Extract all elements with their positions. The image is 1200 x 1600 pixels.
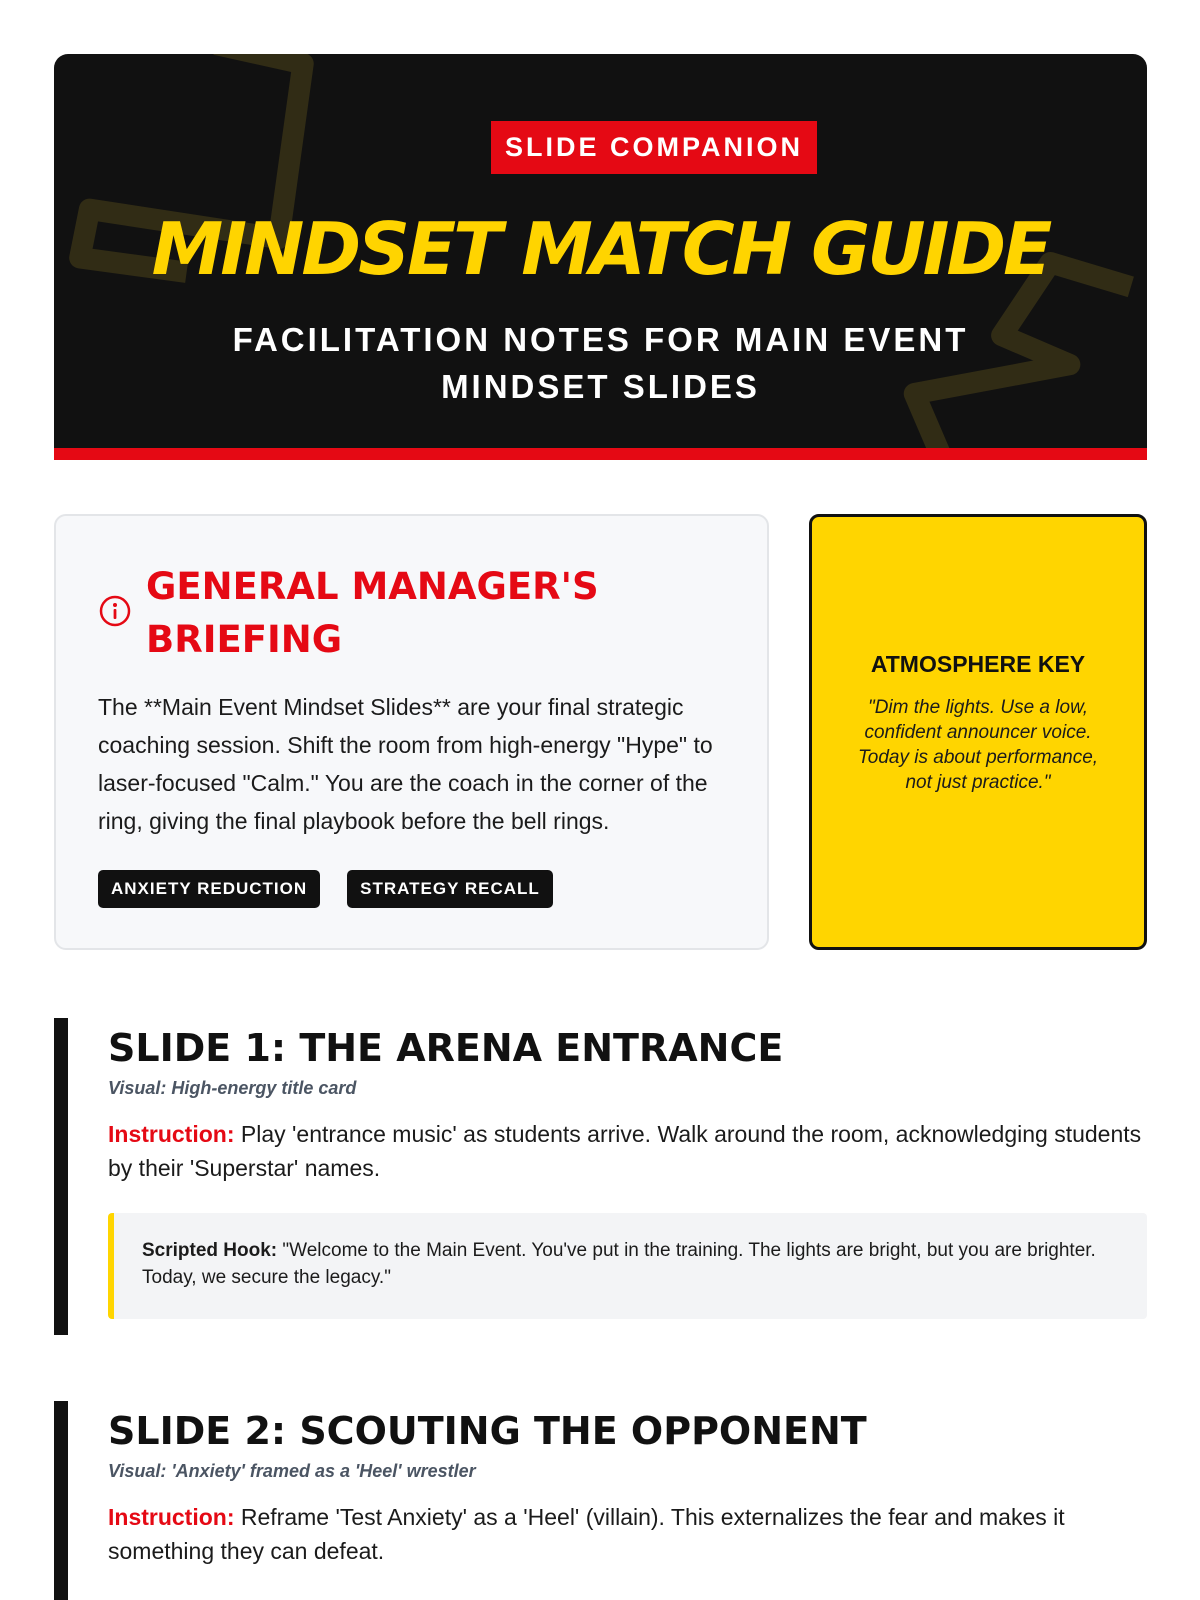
slide-section-2 [54,1401,1147,1600]
info-icon [98,594,132,628]
slide-visual-note: Visual: High-energy title card [108,1078,357,1098]
page-subtitle: FACILITATION NOTES FOR MAIN EVENT MINDSET SLIDES [232,321,969,405]
briefing-title: GENERAL MANAGER'S BRIEFING [146,565,599,661]
slide-instruction [108,1500,1147,1568]
instruction-label: Instruction: [108,1504,235,1530]
atmosphere-title: ATMOSPHERE KEY [870,651,1086,677]
slide-visual-note: Visual: 'Anxiety' framed as a 'Heel' wrestler [108,1461,476,1481]
page-title: MINDSET MATCH GUIDE [151,207,1050,291]
scripted-hook-callout [108,1213,1147,1319]
slide-section-1 [54,1018,1147,1335]
briefing-text: The **Main Event Mindset Slides** are your final strategic coaching session. Shift the room from high-energy "Hype" to laser-focused "Calm." You are the coach in the corner of the ring, giving the final playbook before the bell rings. [98,694,713,834]
tag-anxiety-reduction: ANXIETY REDUCTION [98,870,320,908]
slide-title: SLIDE 1: THE ARENA ENTRANCE [108,1026,784,1070]
header-banner [54,54,1147,460]
hook-label: Scripted Hook: [142,1240,278,1261]
slide-title: SLIDE 2: SCOUTING THE OPPONENT [108,1409,867,1453]
briefing-tags [98,870,553,908]
instruction-label: Instruction: [108,1121,235,1147]
slide-companion-badge: SLIDE COMPANION [491,121,817,174]
atmosphere-key-card [809,514,1147,950]
instruction-text: Play 'entrance music' as students arrive. Walk around the room, acknowledging students by their 'Superstar' names. [108,1121,1142,1181]
atmosphere-quote: "Dim the lights. Use a low, confident announcer voice. Today is about performance, not just practice." [857,697,1099,793]
tag-strategy-recall: STRATEGY RECALL [347,870,553,908]
briefing-card [54,514,769,950]
instruction-text: Reframe 'Test Anxiety' as a 'Heel' (villain). This externalizes the fear and makes it something they can defeat. [108,1504,1065,1564]
slide-instruction [108,1117,1147,1185]
hook-text: "Welcome to the Main Event. You've put in the training. The lights are bright, but you are brighter. Today, we secure the legacy." [142,1240,1096,1288]
